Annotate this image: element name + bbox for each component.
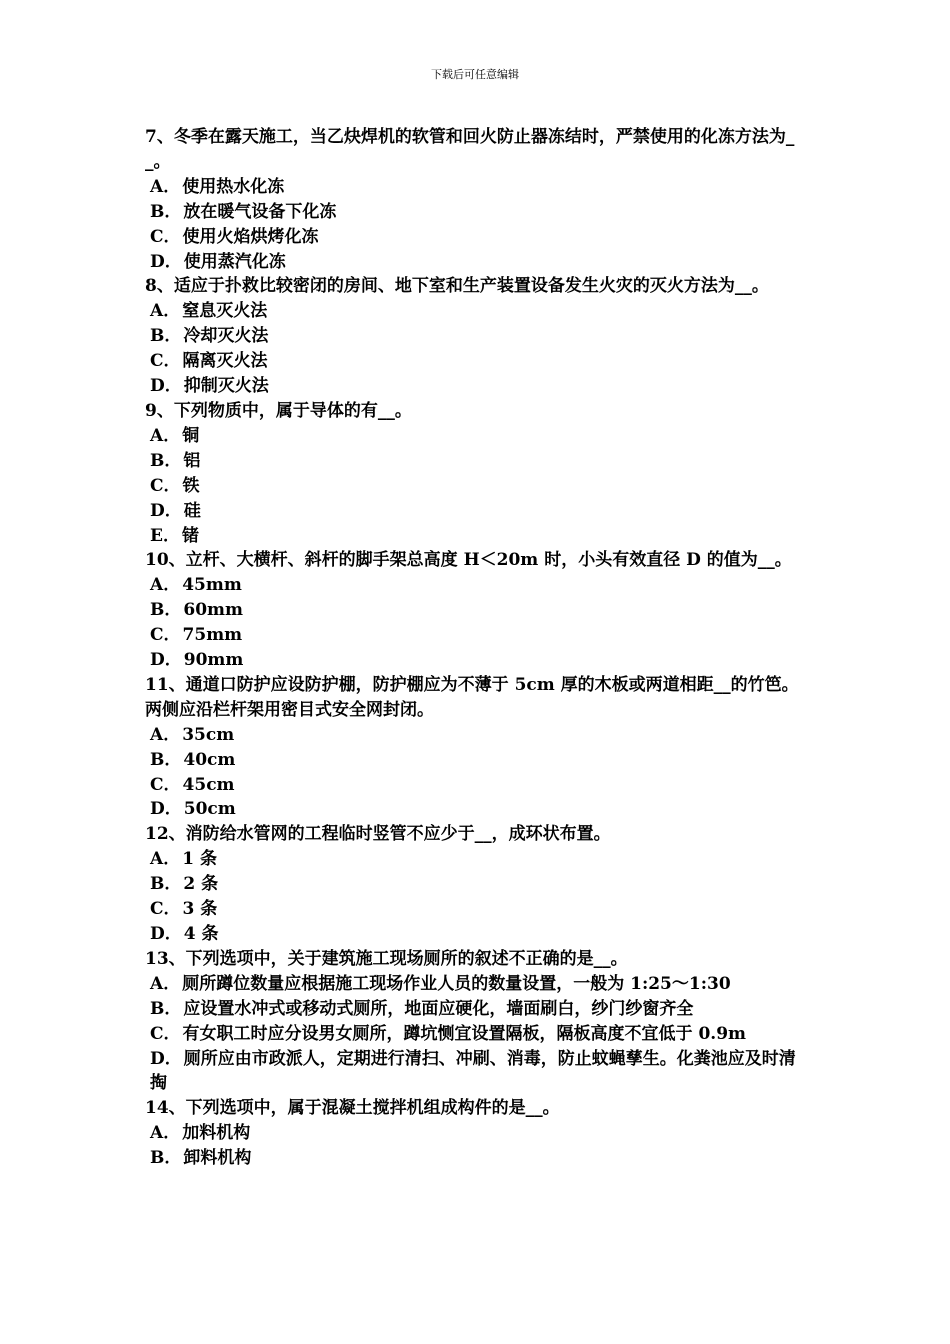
option-text: 卸料机构 bbox=[183, 1148, 252, 1169]
option-text: 硅 bbox=[183, 500, 201, 521]
option-label: B． bbox=[150, 998, 182, 1019]
option-label: A． bbox=[150, 1123, 181, 1144]
option-text: 使用蒸汽化冻 bbox=[183, 251, 286, 272]
question-8 bbox=[145, 274, 810, 399]
option-d bbox=[145, 797, 810, 822]
option-text: 加料机构 bbox=[182, 1123, 251, 1144]
option-a bbox=[145, 1121, 810, 1146]
option-label: B． bbox=[150, 1148, 182, 1169]
question-text: 13、下列选项中，关于建筑施工现场厕所的叙述不正确的是__。 bbox=[145, 948, 628, 969]
option-label: C． bbox=[150, 774, 181, 795]
option-text: 铜 bbox=[182, 425, 200, 446]
option-text: 窒息灭火法 bbox=[182, 301, 268, 322]
option-text: 放在暖气设备下化冻 bbox=[183, 201, 337, 222]
question-9 bbox=[145, 399, 810, 548]
option-label: B． bbox=[150, 450, 182, 471]
option-label: A． bbox=[150, 724, 181, 745]
option-d bbox=[145, 648, 810, 673]
question-12 bbox=[145, 822, 810, 947]
option-label: B． bbox=[150, 326, 182, 347]
option-text: 3 条 bbox=[182, 899, 218, 920]
option-label: A． bbox=[150, 973, 181, 994]
option-label: C． bbox=[150, 226, 181, 247]
option-a bbox=[145, 723, 810, 748]
option-d bbox=[145, 250, 810, 275]
option-text: 使用热水化冻 bbox=[182, 176, 285, 197]
option-text: 45mm bbox=[182, 575, 242, 596]
option-a bbox=[145, 299, 810, 324]
option-label: D． bbox=[150, 376, 182, 397]
option-label: B． bbox=[150, 749, 182, 770]
option-text: 90mm bbox=[183, 650, 244, 671]
option-c bbox=[145, 897, 810, 922]
option-text: 1 条 bbox=[182, 849, 217, 870]
option-b bbox=[145, 748, 810, 773]
option-c bbox=[145, 623, 810, 648]
option-c bbox=[145, 225, 810, 250]
option-text: 35cm bbox=[182, 724, 235, 745]
option-label: A． bbox=[150, 176, 181, 197]
option-b bbox=[145, 200, 810, 225]
option-text: 使用火焰烘烤化冻 bbox=[182, 226, 319, 247]
question-text: 8、适应于扑救比较密闭的房间、地下室和生产装置设备发生火灾的灭火方法为__。 bbox=[145, 276, 769, 297]
option-label: D． bbox=[150, 924, 182, 944]
question-text: 10、立杆、大横杆、斜杆的脚手架总高度 H＜20m 时，小头有效直径 D 的值为__。 bbox=[145, 550, 792, 571]
option-d bbox=[145, 1047, 810, 1097]
option-d bbox=[145, 922, 810, 947]
option-label: D． bbox=[150, 799, 182, 820]
option-label: A． bbox=[150, 425, 181, 446]
question-text: 7、冬季在露天施工，当乙炔焊机的软管和回火防止器冻结时，严禁使用的化冻方法为__。 bbox=[145, 127, 795, 172]
question-10 bbox=[145, 548, 810, 673]
question-text: 14、下列选项中，属于混凝土搅拌机组成构件的是__。 bbox=[145, 1098, 560, 1119]
option-label: C． bbox=[150, 351, 181, 372]
option-label: D． bbox=[150, 650, 182, 671]
option-label: A． bbox=[150, 849, 181, 870]
option-text: 60mm bbox=[183, 600, 244, 621]
option-a bbox=[145, 573, 810, 598]
option-a bbox=[145, 175, 810, 200]
option-label: B． bbox=[150, 874, 182, 895]
option-b bbox=[145, 449, 810, 474]
option-text: 应设置水冲式或移动式厕所，地面应硬化，墙面刷白，纱门纱窗齐全 bbox=[183, 998, 694, 1019]
option-text: 锗 bbox=[181, 525, 199, 546]
option-text: 厕所应由市政派人，定期进行清扫、冲刷、消毒，防止蚊蝇孳生。化粪池应及时清掏 bbox=[150, 1048, 796, 1094]
option-text: 冷却灭火法 bbox=[183, 326, 269, 347]
option-d bbox=[145, 499, 810, 524]
option-label: E． bbox=[150, 525, 180, 546]
option-b bbox=[145, 598, 810, 623]
question-list bbox=[145, 125, 810, 1171]
option-c bbox=[145, 1022, 810, 1047]
page-header: 下载后可任意编辑 bbox=[431, 68, 519, 81]
option-a bbox=[145, 847, 810, 872]
question-text: 9、下列物质中，属于导体的有__。 bbox=[145, 400, 412, 421]
option-label: D． bbox=[150, 500, 182, 521]
option-text: 2 条 bbox=[183, 874, 219, 895]
option-a bbox=[145, 424, 810, 449]
option-text: 4 条 bbox=[183, 924, 219, 944]
question-7 bbox=[145, 125, 810, 274]
question-11 bbox=[145, 673, 810, 822]
option-label: C． bbox=[150, 475, 181, 496]
option-label: B． bbox=[150, 201, 182, 222]
option-label: A． bbox=[150, 301, 181, 322]
option-text: 厕所蹲位数量应根据施工现场作业人员的数量设置，一般为 1:25～1:30 bbox=[182, 973, 731, 994]
option-c bbox=[145, 349, 810, 374]
option-d bbox=[145, 374, 810, 399]
option-text: 有女职工时应分设男女厕所，蹲坑恻宜设置隔板，隔板高度不宜低于 0.9m bbox=[182, 1023, 747, 1044]
option-b bbox=[145, 1146, 810, 1171]
question-13 bbox=[145, 947, 810, 1096]
option-b bbox=[145, 872, 810, 897]
option-label: C． bbox=[150, 899, 181, 920]
option-a bbox=[145, 972, 810, 997]
option-text: 抑制灭火法 bbox=[183, 376, 269, 397]
question-14 bbox=[145, 1096, 810, 1171]
option-label: D． bbox=[150, 251, 182, 272]
option-text: 75mm bbox=[182, 625, 243, 646]
option-b bbox=[145, 324, 810, 349]
option-c bbox=[145, 474, 810, 499]
option-text: 50cm bbox=[183, 799, 236, 820]
question-text: 12、消防给水管网的工程临时竖管不应少于__，成环状布置。 bbox=[145, 824, 611, 845]
option-text: 45cm bbox=[182, 774, 235, 795]
option-text: 铝 bbox=[183, 450, 201, 471]
option-label: D． bbox=[150, 1048, 182, 1069]
option-text: 铁 bbox=[182, 475, 200, 496]
option-label: C． bbox=[150, 625, 181, 646]
option-text: 40cm bbox=[183, 749, 236, 770]
option-label: B． bbox=[150, 600, 182, 621]
option-label: A． bbox=[150, 575, 181, 596]
option-e bbox=[145, 524, 810, 549]
option-c bbox=[145, 773, 810, 798]
question-text: 11、通道口防护应设防护棚，防护棚应为不薄于 5cm 厚的木板或两道相距__的竹笆。两侧应沿栏杆架用密目式安全网封闭。 bbox=[145, 674, 799, 720]
option-text: 隔离灭火法 bbox=[182, 351, 268, 372]
option-label: C． bbox=[150, 1023, 181, 1044]
option-b bbox=[145, 997, 810, 1022]
